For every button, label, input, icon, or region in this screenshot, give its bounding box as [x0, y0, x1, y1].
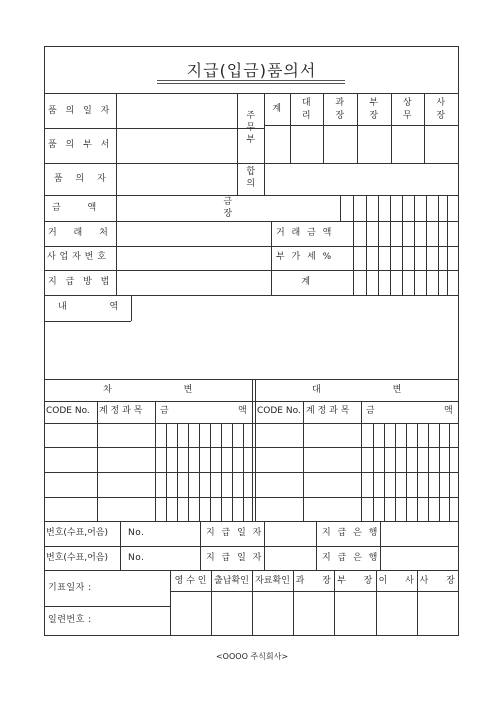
request-date-label: 품 의 일 자 [48, 106, 113, 116]
vat-label: 부 가 세 % [276, 252, 334, 262]
credit-code-header: CODE No. [257, 406, 301, 416]
signoff-president: 사 장 [419, 576, 456, 586]
debit-code-header: CODE No. [46, 406, 90, 416]
debit-money-header: 금 [160, 406, 170, 416]
bill-row-2-date: 지 급 일 자 [206, 553, 264, 563]
business-no-label: 사 업 자 번 호 [47, 252, 107, 262]
bill-row-1-bank: 지 급 은 행 [322, 528, 380, 538]
vendor-label: 거 래 처 [48, 228, 115, 238]
request-dept-label: 품 의 부 서 [48, 140, 113, 150]
approval-header-5: 상 무 [402, 98, 413, 121]
signoff-manager: 과 장 [295, 576, 332, 586]
approval-header-4: 부 장 [369, 98, 379, 121]
signoff-executive: 이 사 [378, 576, 415, 586]
bill-row-1-no: No. [128, 528, 145, 538]
signoff-cashier: 출납확인 [214, 576, 249, 586]
approval-header-2: 대 리 [301, 98, 312, 121]
amount-label: 금 액 [52, 203, 109, 213]
title-underline [157, 80, 345, 84]
bill-row-2-label: 번호(수표,어음) [46, 553, 109, 563]
credit-money-end: 액 [444, 406, 454, 416]
requester-label: 품 의 자 [54, 174, 111, 184]
payment-method-label: 지 급 방 법 [48, 277, 113, 287]
credit-account-header: 계 정 과 목 [306, 406, 350, 416]
bill-row-2-no: No. [128, 553, 145, 563]
approval-side-label: 주 무 부 [246, 111, 256, 145]
debit-money-end: 액 [238, 406, 248, 416]
company-footer: <OOOO 주식회사> [215, 652, 289, 661]
signoff-data-check: 자료확인 [255, 576, 290, 586]
bill-row-1-date: 지 급 일 자 [206, 528, 264, 538]
consult-label: 합 의 [246, 167, 256, 189]
approval-header-6: 사 장 [436, 98, 446, 121]
credit-header: 대 변 [312, 385, 402, 395]
total-label: 계 [301, 277, 311, 287]
bill-row-2-bank: 지 급 은 행 [322, 553, 380, 563]
debit-account-header: 계 정 과 목 [99, 406, 143, 416]
form-title: 지급(입금)품의서 [186, 61, 317, 80]
amount-unit-label: 금 장 [223, 197, 233, 219]
voucher-date-label: 기표일자 : [48, 583, 92, 593]
debit-header: 차 변 [103, 385, 193, 395]
approval-header-1: 계 [272, 104, 282, 114]
approval-header-3: 과 장 [335, 98, 345, 121]
credit-money-header: 금 [366, 406, 376, 416]
signoff-director: 부 장 [337, 576, 373, 586]
details-label: 내 역 [58, 302, 139, 312]
voucher-serial-label: 일련번호 : [48, 615, 92, 625]
bill-row-1-label: 번호(수표,어음) [46, 528, 109, 538]
trade-amount-label: 거 래 금 액 [276, 228, 334, 238]
signoff-receiver: 영 수 인 [174, 576, 207, 586]
